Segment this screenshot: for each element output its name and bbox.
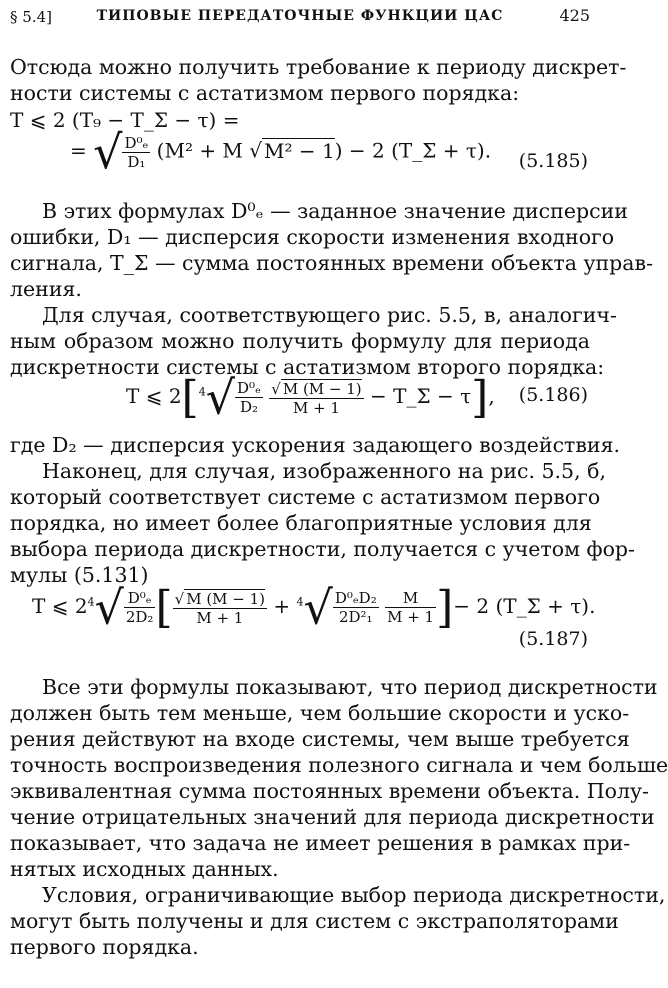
text-line: ления. [10, 277, 82, 301]
text-line: Для случая, соответствующего рис. 5.5, в, аналогич- [42, 303, 617, 327]
text-line: Все эти формулы показывают, что период дискретности [42, 675, 658, 699]
equation-5-187: T ⩽ $2^4√$ $\frac{\text{D⁰ₑ}}{\text{2D₂}}$ [ $\frac{√ M (M - 1)}{M + 1}$ + $^4$√ $\frac{\text{D⁰ₑD₂}}{\text{2D²₁}}$ $\frac{M}{M + 1}$ ]− 2 (T_Σ + τ). [32, 580, 596, 635]
text-line: дискретности системы с астатизмом второго порядка: [10, 355, 605, 379]
text-line: эквивалентная сумма постоянных времени объекта. Полу- [10, 779, 649, 803]
text-line: Условия, ограничивающие выбор периода дискретности, [42, 883, 666, 907]
running-header [10, 0, 590, 34]
text-line: который соответствует системе с астатизмом первого [10, 485, 601, 509]
text-line: первого порядка. [10, 935, 199, 959]
text-line: чение отрицательных значений для периода дискретности [10, 805, 655, 829]
text-line: показывает, что задача не имеет решения в рамках при- [10, 831, 631, 855]
equation-5-185-line2: = √ $\frac{\text{D⁰ₑ}}{\text{D₁}}$ (M² + M √ M² − 1) − 2 (T_Σ + τ). [70, 125, 492, 179]
text-line: мулы (5.131) [10, 563, 149, 587]
text-line: Отсюда можно получить требование к периоду дискрет- [10, 55, 627, 79]
text-line: рения действуют на входе системы, чем выше требуется [10, 727, 630, 751]
text-line: нятых исходных данных. [10, 857, 279, 881]
text-line: Наконец, для случая, изображенного на рис. 5.5, б, [42, 459, 606, 483]
equation-5-185-line1: T ⩽ 2 (T₉ − T_Σ − τ) = [10, 108, 240, 132]
equation-5-186: T ⩽ 2[$^4$√ $\frac{\text{D⁰ₑ}}{\text{D₂}}$ $\frac{√ M (M - 1)}{M + 1}$ − T_Σ − τ], [126, 370, 495, 425]
text-line: выбора периода дискретности, получается с учетом фор- [10, 537, 635, 561]
section-ref: § 5.4] [10, 8, 52, 26]
running-title: ТИПОВЫЕ ПЕРЕДАТОЧНЫЕ ФУНКЦИИ ЦАС [96, 8, 504, 24]
text-line: ности системы с астатизмом первого порядка: [10, 81, 520, 105]
text-line: где D₂ — дисперсия ускорения задающего воздействия. [10, 433, 621, 457]
text-line: должен быть тем меньше, чем большие скорости и уско- [10, 701, 630, 725]
text-line: сигнала, T_Σ — сумма постоянных времени объекта управ- [10, 251, 653, 275]
equation-number: (5.187) [518, 628, 588, 650]
text-line: ошибки, D₁ — дисперсия скорости изменения входного [10, 225, 615, 249]
text-line: ным образом можно получить формулу для периода [10, 329, 590, 353]
text-line: порядка, но имеет более благоприятные условия для [10, 511, 592, 535]
page-number: 425 [559, 6, 590, 25]
text-line: точность воспроизведения полезного сигнала и чем больше [10, 753, 668, 777]
text-line: могут быть получены и для систем с экстраполяторами [10, 909, 619, 933]
equation-number: (5.186) [518, 384, 588, 406]
text-line: В этих формулах D⁰ₑ — заданное значение дисперсии [42, 199, 628, 223]
equation-number: (5.185) [518, 150, 588, 172]
